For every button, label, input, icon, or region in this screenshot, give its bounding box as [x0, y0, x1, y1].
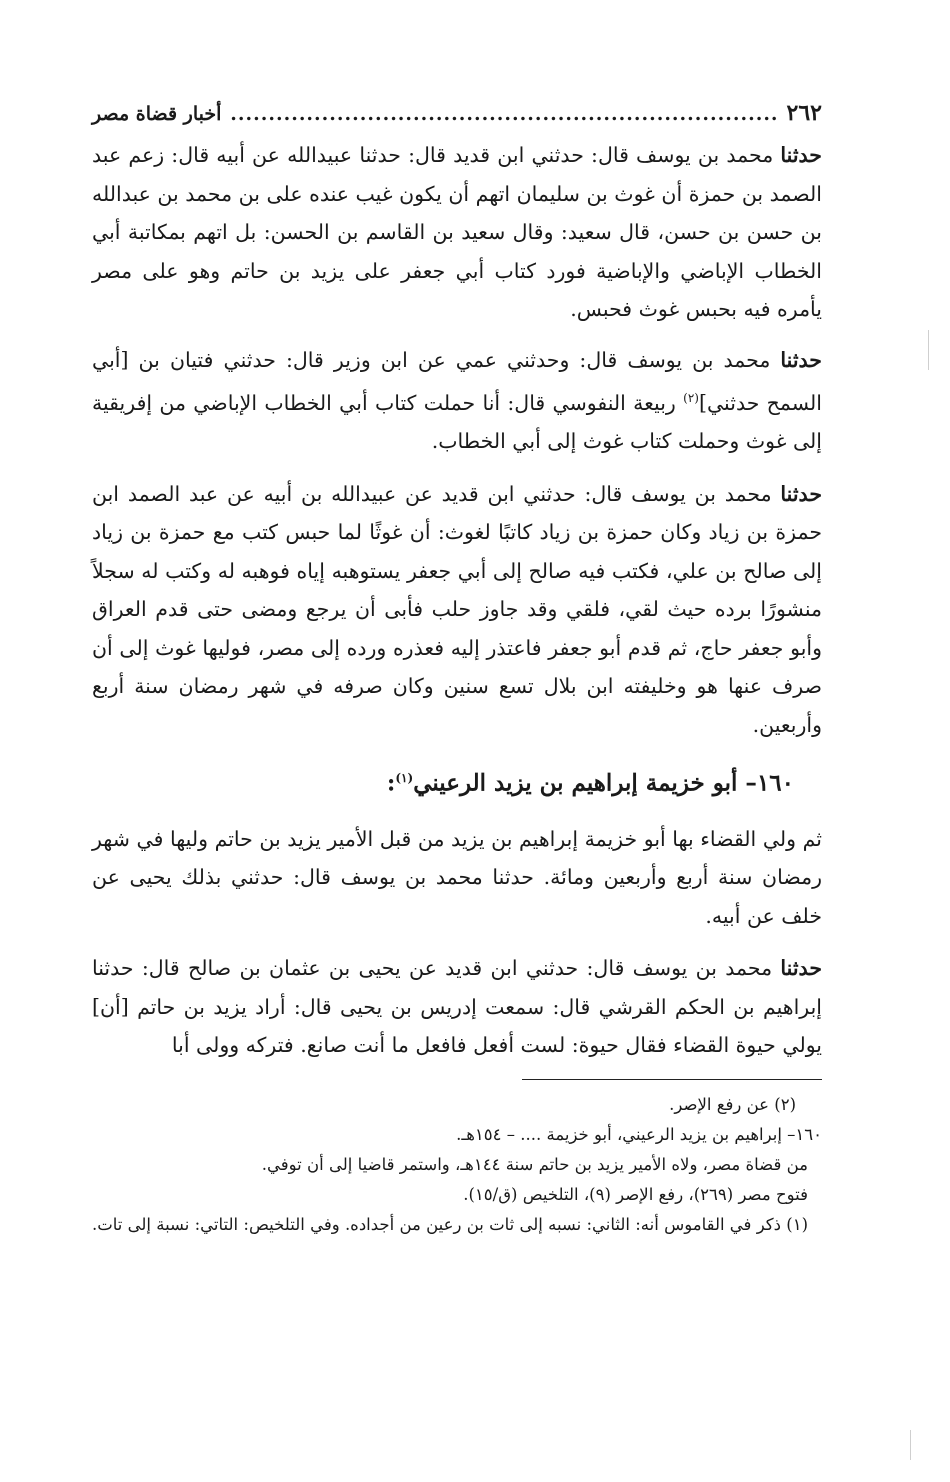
paragraph-text: محمد بن يوسف قال: حدثني ابن قديد عن يحيى بن عثمان بن صالح قال: حدثنا إبراهيم بن الحكم القرشي قال: سمعت إدريس بن يحيى قال: أراد يزيد بن حاتم [أن] يولي حيوة القضاء فقال حيوة: لست أفعل فافعل ما أنت صانع. فتركه وولى أبا [92, 956, 822, 1058]
paragraph-lead: حدثنا [780, 481, 822, 506]
scan-mark [928, 330, 929, 370]
footnotes [92, 1090, 822, 1240]
footnote-ref: (١) [395, 771, 414, 786]
paragraph-text: محمد بن يوسف قال: حدثني ابن قديد عن عبيدالله بن أبيه عن عبد الصمد ابن حمزة بن زياد وكان حمزة بن زياد كاتبًا لغوث: أن غوثًا لما حبس كتب مع حمزة بن زياد إلى صالح بن علي، فكتب فيه صالح إلى أبي جعفر يستوهبه إياه فوهبه له وكتب له سجلاً منشورًا برده حيث لقي، فلقي وقد جاوز حلب فأبى أن يرجع ومضى حتى قدم العراق وأبو جعفر حاج، ثم قدم أبو جعفر فاعتذر إليه فعذره ورده إلى مصر، فوليها غوث إلى أن صرف عنها هو وخليفته ابن بلال تسع سنين وكان صرفه في شهر رمضان سنة أربع وأربعين. [92, 481, 822, 737]
footnote-2: (٢) عن رفع الإصر. [669, 1094, 796, 1114]
paragraph-5 [92, 949, 822, 1065]
section-heading: ١٦٠– أبو خزيمة إبراهيم بن يزيد الرعيني$^{(١)}$: [386, 769, 794, 797]
section-heading-text: ١٦٠– أبو خزيمة إبراهيم بن يزيد الرعيني [413, 769, 794, 797]
paragraph-4 [92, 820, 822, 936]
paragraph-2 [92, 341, 822, 461]
paragraph-lead: حدثنا [780, 143, 822, 167]
paragraph-text: ثم ولي القضاء بها أبو خزيمة إبراهيم بن يزيد من قبل الأمير يزيد بن حاتم وليها في شهر رمضان سنة أربع وأربعين ومائة. حدثنا محمد بن يوسف قال: حدثني بذلك يحيى عن خلف عن أبيه. [92, 826, 822, 928]
scan-mark [910, 1430, 911, 1460]
paragraph-1 [92, 136, 822, 329]
footnote-separator [522, 1079, 822, 1080]
footnote-ref: (٢) [683, 391, 699, 405]
footnote-160-detail: من قضاة مصر، ولاه الأمير يزيد بن حاتم سنة ١٤٤هـ، واستمر قاضيا إلى أن توفي. [261, 1154, 808, 1174]
paragraph-text: محمد بن يوسف قال: حدثني ابن قديد قال: حدثنا عبيدالله عن أبيه قال: زعم عبد الصمد بن حمزة أن غوث بن سليمان اتهم أن يكون غيب عنده على بن محمد بن عبدالله بن حسن بن حسن، قال سعيد: وقال سعيد بن القاسم بن الحسن: بل اتهم بمكاتبة أبي الخطاب الإباضي والإباضية فورد كتاب أبي جعفر على يزيد بن حاتم وهو على مصر يأمره فيه بحبس غوث فحبس. [92, 143, 822, 321]
paragraph-lead: حدثنا [780, 347, 822, 372]
paragraph-lead: حدثنا [780, 956, 822, 981]
paragraph-text: محمد بن يوسف قال: وحدثني عمي عن ابن وزير قال: حدثني فتيان بن [أبي السمح حدثني] [92, 347, 822, 415]
running-title: أخبار قضاة مصر [92, 103, 222, 125]
footnote-160: ١٦٠– إبراهيم بن يزيد الرعيني، أبو خزيمة .... – ١٥٤هـ. [456, 1124, 822, 1144]
footnote-1: (١) ذكر في القاموس أنه: الثاني: نسبه إلى ثات بن رعين من أجداده. وفي التلخيص: التاتي: نسبة إلى تات. [91, 1214, 808, 1234]
footnote-160-sources: فتوح مصر (٢٦٩)، رفع الإصر (٩)، التلخيص (ق/١٥). [463, 1184, 808, 1204]
paragraph-3 [92, 475, 822, 745]
page-number: ٢٦٢ [786, 100, 822, 126]
header-leader-dots [229, 101, 778, 127]
paragraph-text: ربيعة النفوسي قال: أنا حملت كتاب أبي الخطاب الإباضي من إفريقية إلى غوث وحملت كتاب غوث إلى أبي الخطاب. [92, 390, 822, 454]
running-header [92, 100, 822, 130]
